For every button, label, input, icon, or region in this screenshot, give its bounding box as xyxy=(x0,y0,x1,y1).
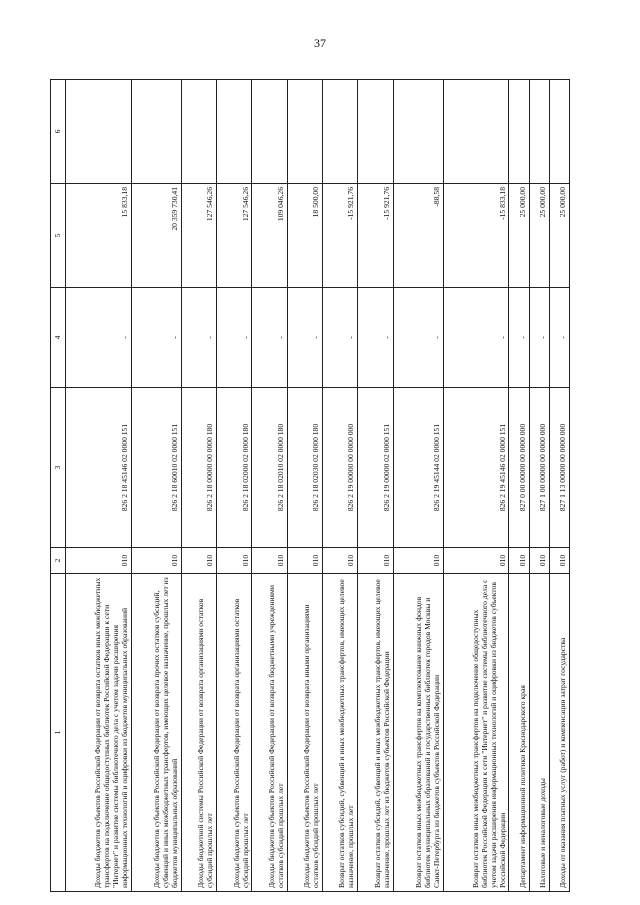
row-name-cell: Доходы бюджетов субъектов Российской Федерации от возврата иными организациями остатков субсидий прошлых лет xyxy=(287,574,322,892)
row-code-cell: 010 xyxy=(358,548,393,574)
row-col4-cell: - xyxy=(358,288,393,388)
row-amount-cell: 20 359 730,41 xyxy=(131,184,181,288)
row-code-cell: 010 xyxy=(252,548,287,574)
row-amount-cell: -15 921,76 xyxy=(323,184,358,288)
row-code-cell: 010 xyxy=(549,548,569,574)
table-row xyxy=(509,80,529,892)
row-code-cell: 010 xyxy=(323,548,358,574)
row-name-cell: Доходы бюджетной системы Российской Федерации от возврата организациями остатков субсидий прошлых лет xyxy=(181,574,216,892)
column-header-2: 2 xyxy=(51,548,66,574)
row-code-cell: 010 xyxy=(443,548,509,574)
row-kbk-cell: 826 2 18 02010 02 0000 180 xyxy=(252,388,287,548)
row-col6-cell xyxy=(66,80,132,184)
row-amount-cell: -15 921,76 xyxy=(358,184,393,288)
row-amount-cell: 109 046,26 xyxy=(252,184,287,288)
row-amount-cell: 25 000,00 xyxy=(549,184,569,288)
row-name-cell: Возврат остатков субсидий, субвенций и иных межбюджетных трансфертов, имеющих целевое назначение, прошлых лет из бюджетов субъектов Российской Федерации xyxy=(358,574,393,892)
row-code-cell: 010 xyxy=(287,548,322,574)
row-col4-cell: - xyxy=(181,288,216,388)
row-col4-cell: - xyxy=(323,288,358,388)
row-name-cell: Возврат остатков иных межбюджетных трансфертов на комплектование книжных фондов библиотек муниципальных образований и государственных библиотек городов Москвы и Санкт-Петербурга из бюджетов субъектов Российской Федерации xyxy=(393,574,443,892)
row-code-cell: 010 xyxy=(393,548,443,574)
table-row xyxy=(529,80,549,892)
table-body xyxy=(66,80,570,892)
column-header-4: 4 xyxy=(51,288,66,388)
column-header-6: 6 xyxy=(51,80,66,184)
row-kbk-cell: 826 2 19 00000 02 0000 151 xyxy=(358,388,393,548)
row-name-cell: Налоговые и неналоговые доходы xyxy=(529,574,549,892)
row-col6-cell xyxy=(443,80,509,184)
row-col4-cell: - xyxy=(443,288,509,388)
row-code-cell: 010 xyxy=(529,548,549,574)
row-col4-cell: - xyxy=(549,288,569,388)
row-amount-cell: 15 833,18 xyxy=(66,184,132,288)
row-name-cell: Доходы бюджетов субъектов Российской Федерации от возврата остатков иных межбюджетных трансфертов на подключение общедоступных библиотек Российской Федерации к сети "Интернет" и развитие системы библиотечного дела с учетом задачи расширения информационных технологий и оцифровки из бюджетов муниципальных образований xyxy=(66,574,132,892)
row-col6-cell xyxy=(217,80,252,184)
row-name-cell: Возврат остатков субсидий, субвенций и иных межбюджетных трансфертов, имеющих целевое назначение, прошлых лет xyxy=(323,574,358,892)
page-number: 37 xyxy=(314,36,326,50)
row-amount-cell: 18 500,00 xyxy=(287,184,322,288)
table-header-row xyxy=(51,80,66,892)
table-row xyxy=(217,80,252,892)
rotated-table-frame xyxy=(50,80,570,892)
row-col6-cell xyxy=(509,80,529,184)
row-amount-cell: 127 546,26 xyxy=(181,184,216,288)
row-col6-cell xyxy=(323,80,358,184)
row-kbk-cell: 826 2 18 02000 02 0000 180 xyxy=(217,388,252,548)
row-code-cell: 010 xyxy=(131,548,181,574)
table-row xyxy=(393,80,443,892)
table-row xyxy=(323,80,358,892)
row-code-cell: 010 xyxy=(509,548,529,574)
row-col4-cell: - xyxy=(217,288,252,388)
row-kbk-cell: 826 2 19 45144 02 0000 151 xyxy=(393,388,443,548)
row-name-cell: Доходы бюджетов субъектов Российской Федерации от возврата прочих остатков субсидий, субвенций и иных межбюджетных трансфертов, имеющих целевое назначение, прошлых лет из бюджетов муниципальных образований xyxy=(131,574,181,892)
row-code-cell: 010 xyxy=(217,548,252,574)
row-kbk-cell: 826 2 18 02030 02 0000 180 xyxy=(287,388,322,548)
row-kbk-cell: 826 2 19 45146 02 0000 151 xyxy=(443,388,509,548)
row-amount-cell: 127 546,26 xyxy=(217,184,252,288)
table-row xyxy=(252,80,287,892)
row-col6-cell xyxy=(181,80,216,184)
row-name-cell: Доходы бюджетов субъектов Российской Федерации от возврата организациями остатков субсидий прошлых лет xyxy=(217,574,252,892)
row-code-cell: 010 xyxy=(181,548,216,574)
row-amount-cell: -88,58 xyxy=(393,184,443,288)
table-row xyxy=(181,80,216,892)
row-kbk-cell: 827 1 13 00000 00 0000 000 xyxy=(549,388,569,548)
row-name-cell: Департамент информационной политики Краснодарского края xyxy=(509,574,529,892)
row-code-cell: 010 xyxy=(66,548,132,574)
row-kbk-cell: 826 2 18 00000 00 0000 180 xyxy=(181,388,216,548)
row-name-cell: Возврат остатков иных межбюджетных трансфертов на подключение общедоступных библиотек Российской Федерации к сети "Интернет" и развитие системы библиотечного дела с учетом задачи расширения информационных технологий и оцифровки из бюджетов субъектов Российской Федерации xyxy=(443,574,509,892)
row-col6-cell xyxy=(358,80,393,184)
row-col4-cell: - xyxy=(131,288,181,388)
table-row xyxy=(66,80,132,892)
table-row xyxy=(287,80,322,892)
rotated-table-content xyxy=(50,80,570,892)
report-table xyxy=(50,79,570,892)
column-header-3: 3 xyxy=(51,388,66,548)
row-col6-cell xyxy=(131,80,181,184)
column-header-5: 5 xyxy=(51,184,66,288)
row-col4-cell: - xyxy=(287,288,322,388)
row-col4-cell: - xyxy=(66,288,132,388)
row-col6-cell xyxy=(287,80,322,184)
row-col6-cell xyxy=(549,80,569,184)
row-col4-cell: - xyxy=(509,288,529,388)
row-col4-cell: - xyxy=(393,288,443,388)
row-col6-cell xyxy=(393,80,443,184)
table-row xyxy=(358,80,393,892)
row-name-cell: Доходы от оказания платных услуг (работ) и компенсации затрат государства xyxy=(549,574,569,892)
table-row xyxy=(549,80,569,892)
row-amount-cell: -15 833,18 xyxy=(443,184,509,288)
row-kbk-cell: 827 1 00 00000 00 0000 000 xyxy=(529,388,549,548)
row-col4-cell: - xyxy=(252,288,287,388)
row-amount-cell: 25 000,00 xyxy=(509,184,529,288)
row-name-cell: Доходы бюджетов субъектов Российской Федерации от возврата бюджетными учреждениями остатков субсидий прошлых лет xyxy=(252,574,287,892)
row-kbk-cell: 827 0 00 00000 00 0000 000 xyxy=(509,388,529,548)
row-kbk-cell: 826 2 19 00000 00 0000 000 xyxy=(323,388,358,548)
table-row xyxy=(443,80,509,892)
table-row xyxy=(131,80,181,892)
row-kbk-cell: 826 2 18 45146 02 0000 151 xyxy=(66,388,132,548)
row-col6-cell xyxy=(529,80,549,184)
row-kbk-cell: 826 2 18 60010 02 0000 151 xyxy=(131,388,181,548)
column-header-1: 1 xyxy=(51,574,66,892)
row-col6-cell xyxy=(252,80,287,184)
row-col4-cell: - xyxy=(529,288,549,388)
row-amount-cell: 25 000,00 xyxy=(529,184,549,288)
